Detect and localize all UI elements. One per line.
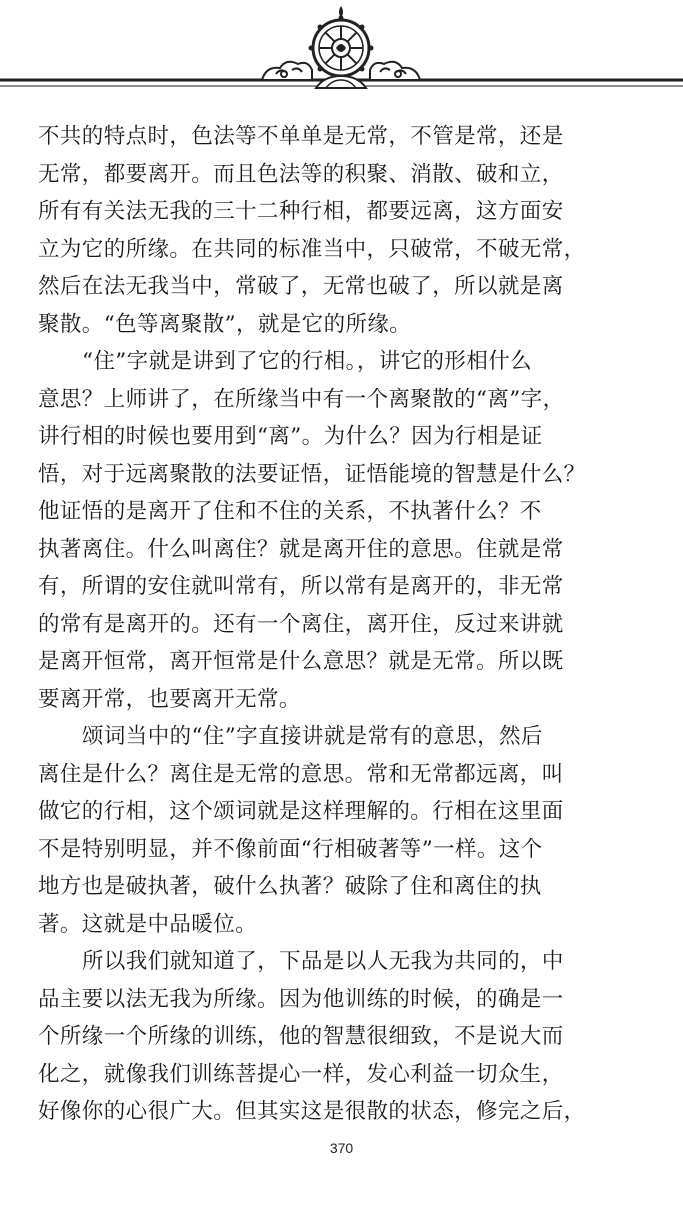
text-line: 是离开恒常，离开恒常是什么意思？就是无常。所以既: [38, 649, 564, 674]
text-line: 不是特别明显，并不像前面“行相破著等”一样。这个: [38, 836, 543, 862]
text-line: 颂词当中的“住”字直接讲就是常有的意思，然后: [82, 724, 543, 749]
text-line: 离住是什么？离住是无常的意思。常和无常都远离，叫: [38, 761, 564, 787]
text-line: 意思？上师讲了，在所缘当中有一个离聚散的“离”字，: [38, 386, 565, 412]
text-line: 好像你的心很广大。但其实这是很散的状态，修完之后，: [38, 1099, 586, 1124]
text-line: 有，所谓的安住就叫常有，所以常有是离开的，非无常: [38, 574, 564, 599]
paragraph-3: [38, 718, 650, 943]
dharma-wheel-icon: [309, 6, 374, 88]
text-line: 品主要以法无我为所缘。因为他训练的时候，的确是一: [38, 986, 564, 1012]
text-line: 讲行相的时候也要用到“离”。为什么？因为行相是证: [38, 424, 543, 449]
text-line: 所以我们就知道了，下品是以人无我为共同的，中: [82, 949, 564, 974]
text-line: 然后在法无我当中，常破了，无常也破了，所以就是离: [38, 274, 564, 299]
page-body: [38, 118, 650, 1131]
text-line: 不共的特点时，色法等不单单是无常，不管是常，还是: [38, 124, 564, 149]
text-line: 立为它的所缘。在共同的标准当中，只破常，不破无常，: [38, 236, 586, 262]
cloud-ornament-icon: [262, 62, 312, 80]
text-line: 他证悟的是离开了住和不住的关系，不执著什么？不: [38, 499, 542, 524]
header-ornament: [0, 0, 683, 110]
text-line: 化之，就像我们训练菩提心一样，发心利益一切众生，: [38, 1061, 564, 1087]
text-line: “住”字就是讲到了它的行相。，讲它的形相什么: [82, 349, 533, 374]
cloud-ornament-icon: [370, 62, 420, 80]
text-line: 执著离住。什么叫离住？就是离开住的意思。住就是常: [38, 536, 564, 562]
paragraph-4: [38, 943, 650, 1131]
text-line: 的常有是离开的。还有一个离住，离开住，反过来讲就: [38, 611, 564, 637]
text-line: 聚散。“色等离聚散”，就是它的所缘。: [38, 311, 412, 337]
page-number: 370: [329, 1140, 354, 1156]
text-line: 无常，都要离开。而且色法等的积聚、消散、破和立，: [38, 161, 564, 187]
text-line: 个所缘一个所缘的训练，他的智慧很细致，不是说大而: [38, 1024, 564, 1049]
page-header: [0, 0, 683, 110]
text-line: 做它的行相，这个颂词就是这样理解的。行相在这里面: [38, 799, 564, 824]
paragraph-1: [38, 118, 650, 343]
text-line: 悟，对于远离聚散的法要证悟，证悟能境的智慧是什么？: [38, 461, 586, 487]
text-line: 地方也是破执著，破什么执著？破除了住和离住的执: [38, 874, 542, 899]
text-line: 要离开常，也要离开无常。: [38, 686, 301, 712]
text-line: 著。这就是中品暖位。: [38, 911, 258, 937]
text-line: 所有有关法无我的三十二种行相，都要远离，这方面安: [38, 199, 564, 224]
paragraph-2: [38, 343, 650, 718]
